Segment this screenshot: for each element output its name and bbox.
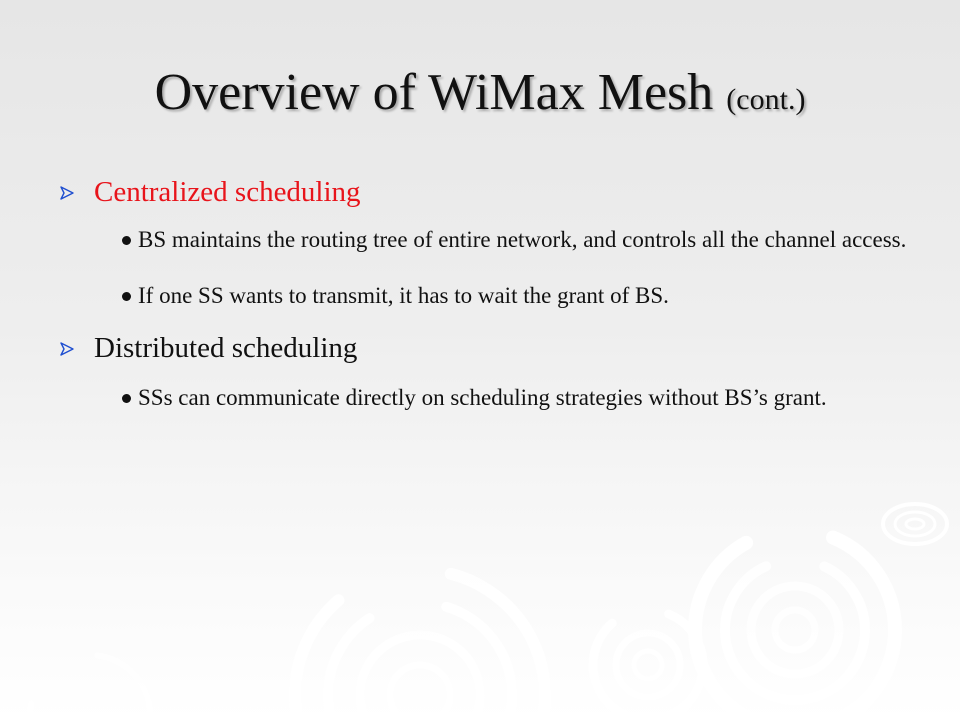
- bullet-centralized-scheduling: [58, 174, 918, 210]
- sub-bullet-text: BS maintains the routing tree of entire network, and controls all the channel access.: [138, 227, 907, 252]
- arrowhead-bullet-icon: [60, 342, 74, 356]
- slide-title-suffix: (cont.): [726, 83, 806, 116]
- bullet-text: Distributed scheduling: [94, 332, 358, 364]
- sub-bullet-text: If one SS wants to transmit, it has to wait the grant of BS.: [138, 283, 669, 308]
- sub-bullet: [58, 380, 918, 416]
- sub-bullet: [58, 278, 918, 314]
- dot-bullet-icon: [122, 292, 131, 301]
- arrowhead-bullet-icon: [60, 186, 74, 200]
- bullet-list: [58, 174, 918, 416]
- bullet-text: Centralized scheduling: [94, 176, 361, 208]
- slide-title-text: Overview of WiMax Mesh: [154, 64, 714, 121]
- sub-bullet-text: SSs can communicate directly on scheduling strategies without BS’s grant.: [138, 385, 827, 410]
- sub-bullet: [58, 222, 918, 258]
- slide-title: [0, 62, 960, 131]
- bullet-distributed-scheduling: [58, 330, 918, 366]
- dot-bullet-icon: [122, 394, 131, 403]
- dot-bullet-icon: [122, 236, 131, 245]
